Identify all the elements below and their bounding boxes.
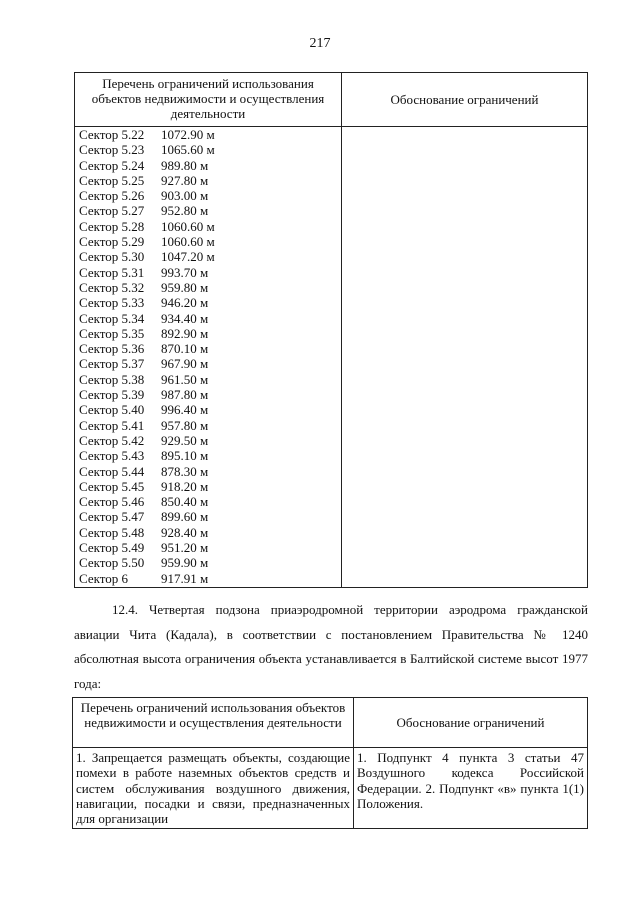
sector-height-value: 946.20 м bbox=[161, 295, 209, 311]
sector-height-value: 892.90 м bbox=[161, 325, 209, 341]
sector-row bbox=[79, 387, 341, 402]
sector-name: Сектор 5.27 bbox=[79, 203, 145, 219]
sector-height-value: 878.30 м bbox=[161, 463, 209, 479]
sector-name: Сектор 5.38 bbox=[79, 371, 145, 387]
sector-name: Сектор 5.44 bbox=[79, 463, 145, 479]
sector-row bbox=[79, 234, 341, 249]
sector-height-value: 918.20 м bbox=[161, 478, 209, 494]
sector-row bbox=[79, 464, 341, 479]
sector-height-value: 1072.90 м bbox=[161, 127, 215, 142]
sector-row bbox=[79, 509, 341, 524]
sector-height-value: 927.80 м bbox=[161, 172, 209, 188]
sector-row bbox=[79, 341, 341, 356]
restriction-text: 1. Запрещается размещать объекты, создающие помехи в работе наземных объектов средств и систем обслуживания воздушного движения, навигации, посадки и связи, предназначенных для организации bbox=[73, 748, 354, 829]
sector-name: Сектор 5.31 bbox=[79, 264, 145, 280]
sector-name: Сектор 5.39 bbox=[79, 387, 145, 403]
sector-name: Сектор 5.24 bbox=[79, 157, 145, 173]
sector-name: Сектор 5.37 bbox=[79, 356, 145, 372]
sector-row bbox=[79, 326, 341, 341]
sector-height-value: 928.40 м bbox=[161, 524, 209, 540]
sector-height-value: 957.80 м bbox=[161, 417, 209, 433]
sector-name: Сектор 5.26 bbox=[79, 188, 145, 204]
sector-height-value: 952.80 м bbox=[161, 203, 209, 219]
sector-row bbox=[79, 494, 341, 509]
sector-name: Сектор 5.23 bbox=[79, 142, 145, 158]
sector-name: Сектор 5.30 bbox=[79, 249, 145, 265]
sector-name: Сектор 5.50 bbox=[79, 555, 145, 571]
sectors-list-cell bbox=[75, 127, 342, 588]
sector-name: Сектор 5.41 bbox=[79, 417, 145, 433]
sector-row bbox=[79, 295, 341, 310]
sector-row bbox=[79, 203, 341, 218]
sector-name: Сектор 5.29 bbox=[79, 234, 145, 250]
sector-name: Сектор 5.45 bbox=[79, 478, 145, 494]
sector-height-value: 996.40 м bbox=[161, 402, 209, 418]
sector-height-value: 951.20 м bbox=[161, 540, 209, 556]
sector-row bbox=[79, 479, 341, 494]
sector-height-value: 929.50 м bbox=[161, 432, 209, 448]
sector-name: Сектор 5.43 bbox=[79, 448, 145, 464]
sector-row bbox=[79, 280, 341, 295]
sector-row bbox=[79, 219, 341, 234]
sector-row bbox=[79, 540, 341, 555]
sector-row bbox=[79, 571, 341, 586]
sector-height-value: 993.70 м bbox=[161, 264, 209, 280]
sector-row bbox=[79, 356, 341, 371]
sector-row bbox=[79, 265, 341, 280]
sector-row bbox=[79, 249, 341, 264]
sector-name: Сектор 5.40 bbox=[79, 402, 145, 418]
sector-height-value: 917.91 м bbox=[161, 570, 209, 586]
sector-height-value: 959.90 м bbox=[161, 555, 209, 571]
sector-row bbox=[79, 433, 341, 448]
restrictions-table bbox=[72, 697, 588, 829]
sector-height-value: 903.00 м bbox=[161, 188, 209, 204]
sector-height-value: 1060.60 м bbox=[161, 218, 215, 234]
header-justification: Обоснование ограничений bbox=[354, 698, 588, 748]
sector-row bbox=[79, 525, 341, 540]
sector-row bbox=[79, 311, 341, 326]
sector-height-value: 987.80 м bbox=[161, 387, 209, 403]
sector-name: Сектор 5.46 bbox=[79, 494, 145, 510]
sector-height-value: 899.60 м bbox=[161, 509, 209, 525]
sector-height-value: 934.40 м bbox=[161, 310, 209, 326]
sector-height-value: 1060.60 м bbox=[161, 234, 215, 250]
sector-row bbox=[79, 555, 341, 570]
sector-heights-table bbox=[74, 72, 588, 588]
header-justification: Обоснование ограничений bbox=[342, 73, 588, 127]
sector-name: Сектор 5.47 bbox=[79, 509, 145, 525]
header-restrictions-list: Перечень ограничений использования объектов недвижимости и осуществления деятельности bbox=[75, 73, 342, 127]
sector-name: Сектор 5.28 bbox=[79, 218, 145, 234]
sector-height-value: 1047.20 м bbox=[161, 249, 215, 265]
sector-name: Сектор 5.22 bbox=[79, 127, 145, 142]
sector-name: Сектор 6 bbox=[79, 570, 129, 586]
sector-height-value: 850.40 м bbox=[161, 494, 209, 510]
sector-row bbox=[79, 142, 341, 157]
sector-height-value: 895.10 м bbox=[161, 448, 209, 464]
header-restrictions-list: Перечень ограничений использования объектов недвижимости и осуществления деятельности bbox=[73, 698, 354, 748]
sector-height-value: 959.80 м bbox=[161, 279, 209, 295]
sector-name: Сектор 5.32 bbox=[79, 279, 145, 295]
sector-name: Сектор 5.25 bbox=[79, 172, 145, 188]
sector-row bbox=[79, 173, 341, 188]
sector-row bbox=[79, 188, 341, 203]
sector-name: Сектор 5.36 bbox=[79, 341, 145, 357]
sector-row bbox=[79, 158, 341, 173]
sector-row bbox=[79, 418, 341, 433]
sector-name: Сектор 5.35 bbox=[79, 325, 145, 341]
table-body-row bbox=[75, 127, 588, 588]
page-number: 217 bbox=[309, 36, 331, 51]
sector-row bbox=[79, 127, 341, 142]
justification-text: 1. Подпункт 4 пункта 3 статьи 47 Воздушного кодекса Российской Федерации. 2. Подпункт «в» пункта 1(1) Положения. bbox=[354, 748, 588, 829]
table-row bbox=[73, 748, 588, 829]
subzone-paragraph bbox=[74, 598, 588, 696]
sector-height-value: 961.50 м bbox=[161, 371, 209, 387]
sector-height-value: 870.10 м bbox=[161, 341, 209, 357]
sector-row bbox=[79, 448, 341, 463]
sector-height-value: 1065.60 м bbox=[161, 142, 215, 158]
sector-name: Сектор 5.34 bbox=[79, 310, 145, 326]
table-header-row bbox=[73, 698, 588, 748]
sector-row bbox=[79, 402, 341, 417]
sector-height-value: 989.80 м bbox=[161, 157, 209, 173]
sector-name: Сектор 5.48 bbox=[79, 524, 145, 540]
table-header-row bbox=[75, 73, 588, 127]
sector-height-value: 967.90 м bbox=[161, 356, 209, 372]
sector-row bbox=[79, 372, 341, 387]
sector-name: Сектор 5.42 bbox=[79, 432, 145, 448]
justification-cell bbox=[342, 127, 588, 588]
sector-name: Сектор 5.33 bbox=[79, 295, 145, 311]
subzone-paragraph-text: 12.4. Четвертая подзона приаэродромной территории аэродрома гражданской авиации Чита (Кадала), в соответствии с постановлением Правительства № 1240 абсолютная высота ограничения объекта устанавливается в Балтийской системе высот 1977 года: bbox=[74, 602, 588, 691]
sector-name: Сектор 5.49 bbox=[79, 540, 145, 556]
